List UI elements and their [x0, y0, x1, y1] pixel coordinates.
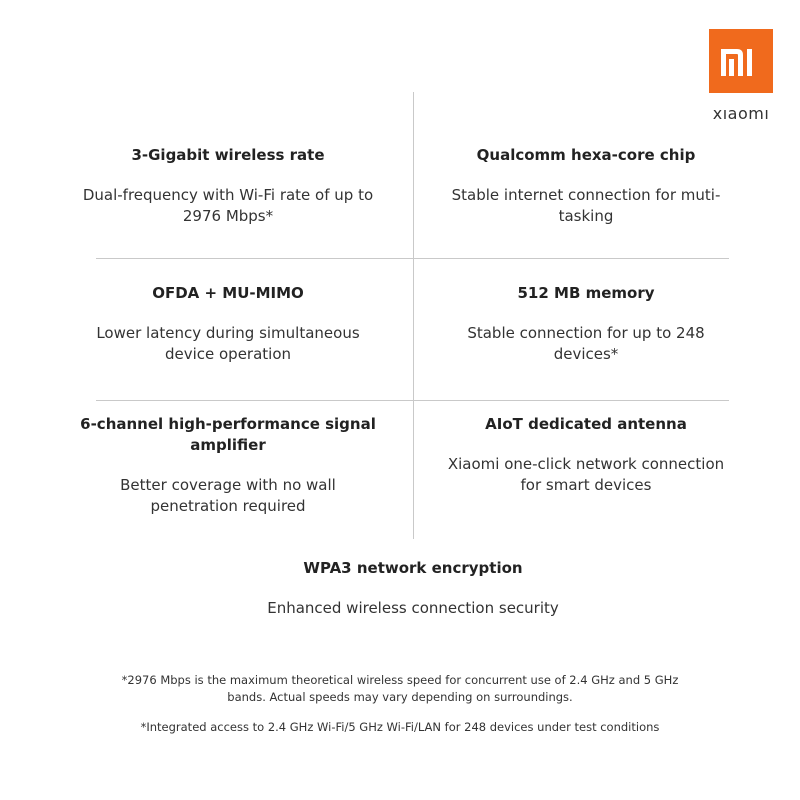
footnote-devices: *Integrated access to 2.4 GHz Wi-Fi/5 GHz Wi-Fi/LAN for 248 devices under test conditions — [140, 720, 660, 734]
feature-title: OFDA + MU-MIMO — [152, 284, 304, 302]
feature-desc: Stable connection for up to 248 devices* — [467, 324, 705, 363]
horizontal-divider-1 — [96, 258, 729, 259]
mi-logo-icon — [719, 46, 763, 76]
horizontal-divider-2 — [96, 400, 729, 401]
feature-title: 6-channel high-performance signal amplifier — [80, 415, 376, 454]
feature-title: 3-Gigabit wireless rate — [131, 146, 325, 164]
feature-wpa3 — [263, 558, 563, 619]
feature-desc: Enhanced wireless connection security — [267, 599, 559, 617]
vertical-divider — [413, 92, 414, 539]
feature-title: 512 MB memory — [517, 284, 655, 302]
feature-title: AIoT dedicated antenna — [485, 415, 687, 433]
feature-chip — [436, 145, 736, 227]
feature-memory — [436, 283, 736, 365]
brand-wordmark: xıaomı — [712, 104, 770, 123]
feature-desc: Xiaomi one-click network connection for smart devices — [447, 455, 725, 494]
feature-desc: Better coverage with no wall penetration required — [120, 476, 336, 515]
feature-desc: Lower latency during simultaneous device operation — [96, 324, 360, 363]
feature-wireless-rate — [78, 145, 378, 227]
footnote-speed: *2976 Mbps is the maximum theoretical wireless speed for concurrent use of 2.4 GHz and 5 GHz bands. Actual speeds may vary depending on surroundings. — [121, 673, 679, 704]
feature-title: Qualcomm hexa-core chip — [476, 146, 696, 164]
xiaomi-logo — [709, 29, 773, 93]
feature-aiot-antenna — [436, 414, 736, 496]
feature-title: WPA3 network encryption — [303, 559, 523, 577]
feature-ofda-mimo — [78, 283, 378, 365]
feature-desc: Stable internet connection for muti-tasking — [451, 186, 721, 225]
feature-desc: Dual-frequency with Wi-Fi rate of up to 2976 Mbps* — [82, 186, 374, 225]
feature-signal-amplifier — [78, 414, 378, 517]
